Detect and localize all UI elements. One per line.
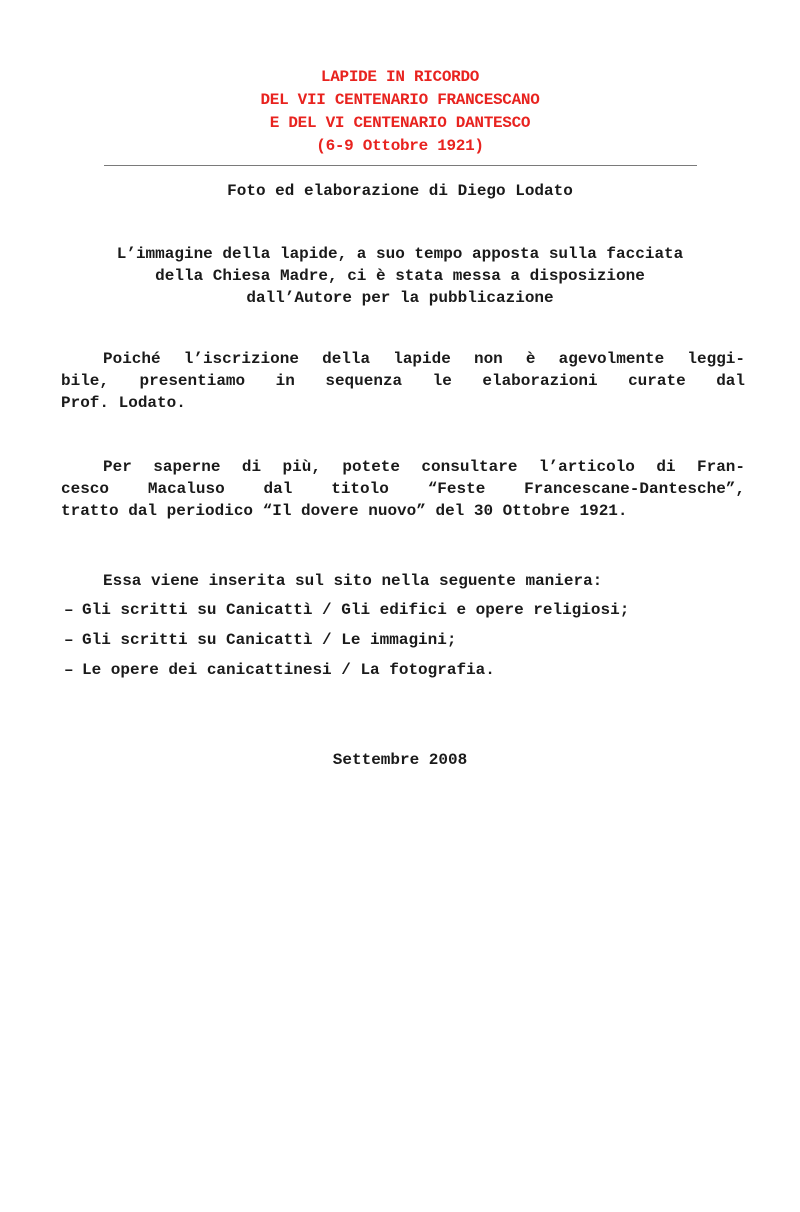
list-item [64, 629, 629, 659]
intro-line: L’immagine della lapide, a suo tempo apposta sulla facciata [116, 245, 684, 263]
paragraph-line: bile, presentiamo in sequenza le elaborazioni curate dal [61, 372, 745, 390]
title-line: (6-9 Ottobre 1921) [316, 137, 484, 155]
dash-bullet-icon: – [64, 601, 74, 619]
photo-credit: Foto ed elaborazione di Diego Lodato [227, 182, 573, 200]
intro-line: della Chiesa Madre, ci è stata messa a disposizione [155, 267, 645, 285]
list-item [64, 659, 629, 689]
title-line: E DEL VI CENTENARIO DANTESCO [269, 114, 531, 132]
dash-bullet-icon: – [64, 661, 74, 679]
list-item-text: Gli scritti su Canicattì / Le immagini; [82, 631, 457, 649]
paragraph-line: cesco Macaluso dal titolo “Feste Francescane-Dantesche”, [61, 480, 745, 498]
paragraph-legibility [61, 348, 745, 414]
list-item [64, 599, 629, 629]
placement-list [64, 599, 629, 689]
paragraph-line: Prof. Lodato. [61, 394, 186, 412]
paragraph-line: Poiché l’iscrizione della lapide non è agevolmente leggi- [103, 350, 745, 368]
list-item-text: Gli scritti su Canicattì / Gli edifici e opere religiosi; [82, 601, 630, 619]
title-divider [104, 165, 697, 166]
intro-paragraph [0, 243, 800, 309]
paragraph-line: Per saperne di più, potete consultare l’articolo di Fran- [103, 458, 745, 476]
document-date: Settembre 2008 [332, 751, 468, 769]
dash-bullet-icon: – [64, 631, 74, 649]
title-line: LAPIDE IN RICORDO [320, 68, 480, 86]
paragraph-line: tratto dal periodico “Il dovere nuovo” del 30 Ottobre 1921. [61, 502, 628, 520]
paragraph-site-placement: Essa viene inserita sul sito nella seguente maniera: [103, 572, 603, 590]
document-title [0, 66, 800, 158]
paragraph-article-reference [61, 456, 745, 522]
list-item-text: Le opere dei canicattinesi / La fotografia. [82, 661, 495, 679]
intro-line: dall’Autore per la pubblicazione [246, 289, 554, 307]
title-line: DEL VII CENTENARIO FRANCESCANO [260, 91, 540, 109]
